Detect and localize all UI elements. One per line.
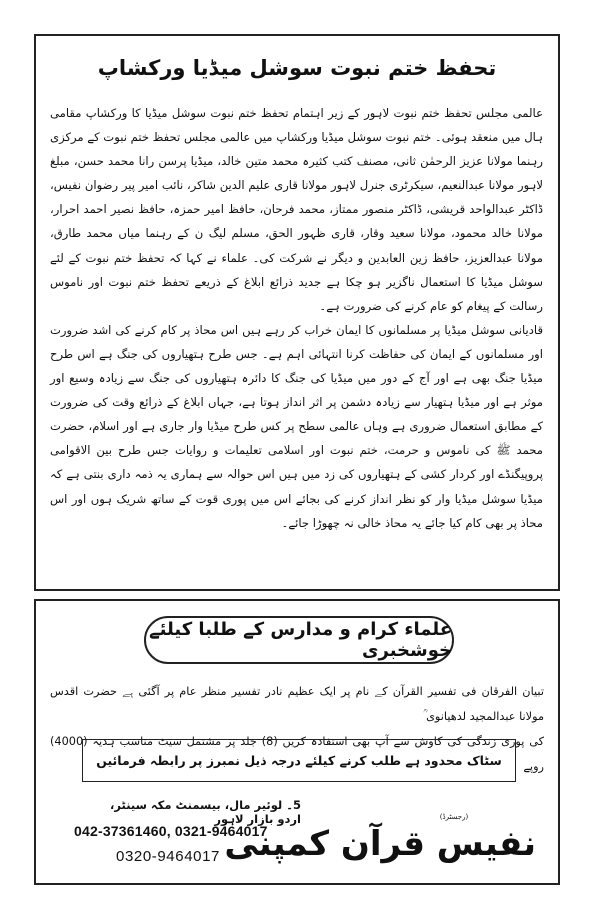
article-title: تحفظ ختم نبوت سوشل میڈیا ورکشاپ bbox=[97, 56, 497, 80]
publisher-logo-text: نفیس قرآن کمپنی bbox=[224, 824, 536, 864]
article-paragraph: عالمی مجلس تحفظ ختم نبوت لاہور کے زیر اہتمام تحفظ ختم نبوت سوشل میڈیا کا ورکشاپ مقامی ہال میں منعقد ہوئی۔ ختم نبوت سوشل میڈیا ورکشاپ میں عالمی مجلس تحفظ ختم نبوت کے مرکزی رہنما مولانا عزیز الرحمٰن ثانی، مصنف کتب کثیرہ محمد متین خالد، میڈیا پرسن رانا محمد حسن، مبلغ لاہور مولانا عبدالنعیم، سیکرٹری جنرل لاہور مولانا قاری علیم الدین شاکر، نائب امیر پیر رضوان نفیس، ڈاکٹر عبدالواحد قریشی، ڈاکٹر منصور ممتاز، محمد فرحان، حافظ امیر حمزہ، حافظ نصیر احمد احرار، مولانا خالد محمود، مولانا سعید وقار، قاری ظہور الحق، مسلم لیگ ن کے رہنما میاں محمد طارق، مولانا عبدالعزیز، حافظ زین العابدین و دیگر نے شرکت کی۔ علماء نے کہا کہ تحفظ ختم نبوت کے لئے سوشل میڈیا کا استعمال ناگزیر ہو چکا ہے جدید ذرائع ابلاغ کے ذریعے تحفظ ختم نبوت اور ناموس رسالت کے پیغام کو عام کرنے کی ضرورت ہے۔ bbox=[50, 106, 543, 313]
ad-headline-banner bbox=[144, 616, 454, 664]
ad-description-line: کی پوری زندگی کی کاوش سے آپ بھی استفادہ کریں (8) جلد پر مشتمل سیٹ مناسب ہدیہ (4000) روپے bbox=[50, 735, 544, 773]
publisher-logo-mark: (رجسٹرڈ) bbox=[439, 813, 469, 821]
stock-notice: سٹاک محدود ہے طلب کرنے کیلئے درجہ ذیل نمبرز پر رابطہ فرمائیں bbox=[96, 753, 502, 768]
ad-description-line: تبیان الفرقان فی تفسیر القرآن کے نام پر ایک عظیم نادر تفسیر منظر عام پر آگئی ہے حضرت اقدس مولانا عبدالمجید لدھیانوی ؒ bbox=[50, 685, 544, 723]
publisher-address: 5۔ لوئیر مال، بیسمنٹ مکہ سینٹر، اردو بازار لاہور bbox=[109, 798, 301, 826]
phone-number-secondary: 0320-9464017 bbox=[116, 848, 220, 865]
publisher-logo bbox=[224, 805, 544, 873]
news-article-box bbox=[34, 34, 560, 591]
phone-numbers-primary: 042-37361460, 0321-9464017 bbox=[74, 823, 268, 839]
article-paragraph: قادیانی سوشل میڈیا پر مسلمانوں کا ایمان خراب کر رہے ہیں اس محاذ پر کام کرنے کی اشد ضرورت اور مسلمانوں کے ایمان کی حفاظت کرنا انتہائی اہم ہے۔ جس طرح ہتھیاروں کی جنگ ہے اس طرح میڈیا جنگ بھی ہے اور آج کے دور میں میڈیا کی جنگ کا دائرہ ہتھیاروں کی جنگ سے زیادہ وسیع اور موثر ہے اور میڈیا ہتھیار سے زیادہ دشمن پر اثر انداز ہوتا ہے، جہاں ابلاغ کے ذرائع وقت کی ضرورت کے مطابق استعمال ضروری ہے وہاں عالمی سطح پر کس طرح میڈیا وار جاری ہے اور اسلام، حضرت محمد ﷺ کی ناموس و حرمت، ختم نبوت اور اسلامی تعلیمات و روایات جس طرح بین الاقوامی پروپیگنڈے اور کردار کشی کے ہتھیاروں کی زد میں ہیں اس حوالہ سے ہماری یہ ذمہ داری بنتی ہے کہ میڈیا سوشل میڈیا وار کو نظر انداز کرنے کی بجائے اس میں پوری قوت کے ساتھ شریک ہوں اور اس محاذ پر بھی کام کیا جائے یہ محاذ خالی نہ چھوڑا جائے۔ bbox=[50, 322, 543, 530]
article-body bbox=[50, 101, 543, 535]
ad-headline: علماء کرام و مدارس کے طلبا کیلئے خوشخبری bbox=[149, 619, 452, 661]
advertisement-box bbox=[34, 599, 560, 885]
stock-notice-box bbox=[82, 739, 516, 782]
